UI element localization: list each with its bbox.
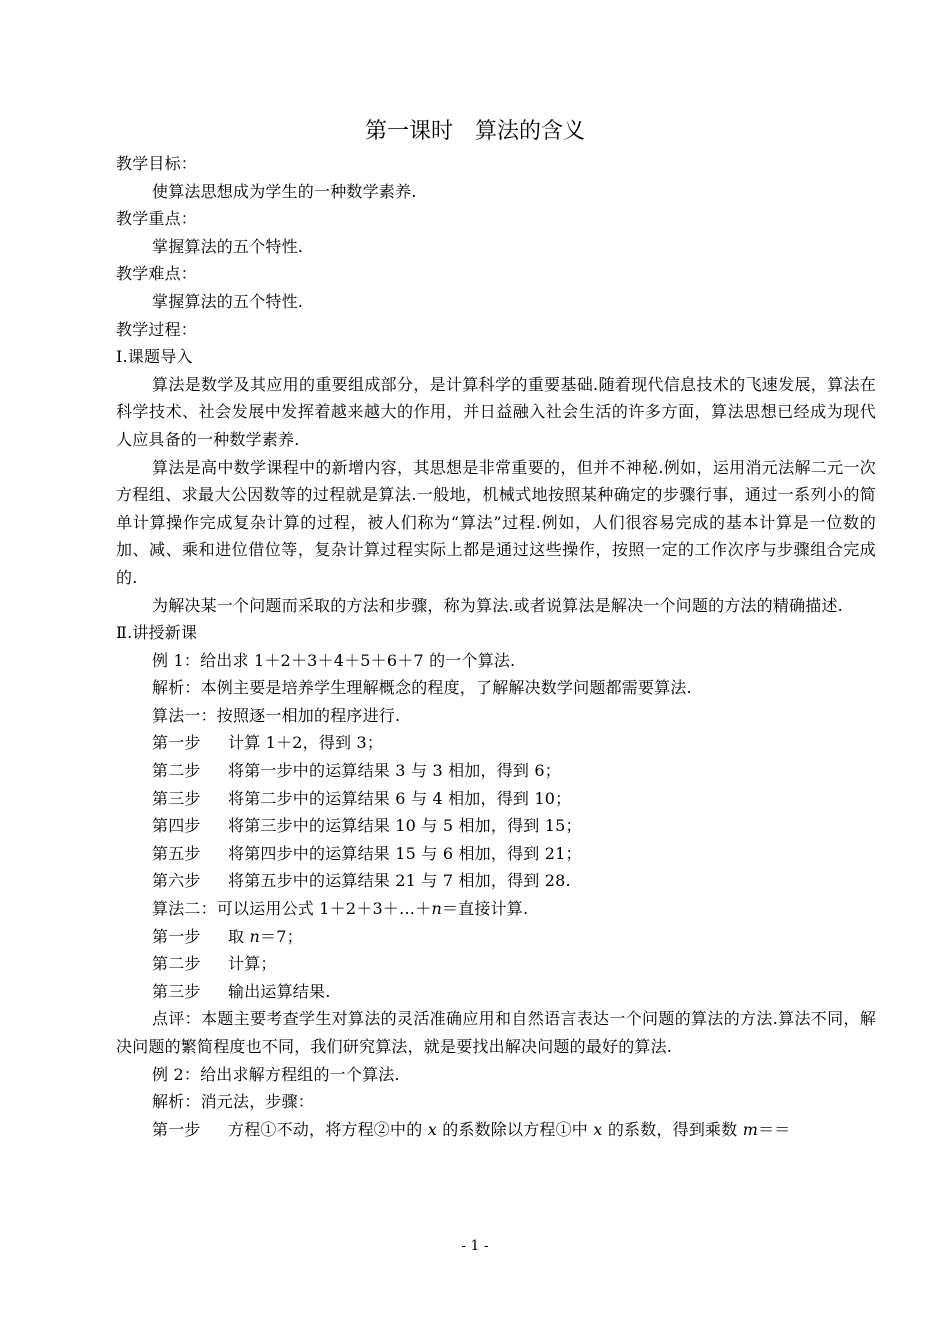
variable-n: n bbox=[249, 926, 261, 946]
step-label: 第一步 bbox=[152, 733, 201, 753]
step-label: 第六步 bbox=[152, 871, 201, 891]
objectives-heading: 教学目标： bbox=[116, 154, 198, 173]
step-text: 取 bbox=[228, 926, 250, 946]
step-label: 第三步 bbox=[152, 788, 201, 808]
method-2-text-end: ＝直接计算. bbox=[441, 899, 529, 919]
step-text: 输出运算结果. bbox=[228, 981, 331, 1001]
variable-n: n bbox=[431, 899, 442, 919]
step-label: 第二步 bbox=[152, 761, 201, 781]
example-1-analysis: 解析：本例主要是培养学生理解概念的程度，了解解决数学问题都需要算法. bbox=[152, 678, 692, 698]
intro-paragraph-2: 算法是高中数学课程中的新增内容，其思想是非常重要的，但并不神秘.例如，运用消元法解二元一次方程组、求最大公因数等的过程就是算法.一般地，机械式地按照某种确定的步骤行事，通过一系列小的简单计算操作完成复杂计算的过程，被人们称为“算法”过程.例如，人们很容易完成的基本计算是一位数的加、减、乘和进位借位等，复杂计算过程实际上都是通过这些操作，按照一定的工作次序与步骤组合完成的. bbox=[116, 457, 876, 587]
example-1-comment: 点评：本题主要考查学生对算法的灵活准确应用和自然语言表达一个问题的算法的方法.算法不同，解决问题的繁简程度也不同，我们研究算法，就是要找出解决问题的最好的算法. bbox=[116, 1009, 876, 1056]
document-body bbox=[116, 150, 876, 1143]
intro-paragraph-3: 为解决某一个问题而采取的方法和步骤，称为算法.或者说算法是解决一个问题的方法的精确描述. bbox=[152, 595, 843, 615]
method-1-heading: 算法一：按照逐一相加的程序进行. bbox=[152, 705, 401, 725]
step-text-end: ＝＝ bbox=[758, 1119, 791, 1139]
step-text: 将第三步中的运算结果 10 与 5 相加，得到 15； bbox=[228, 816, 582, 836]
step-label: 第一步 bbox=[152, 926, 201, 946]
page-number: - 1 - bbox=[461, 1238, 489, 1254]
step-text: 的系数除以方程①中 bbox=[436, 1119, 594, 1139]
section-2-heading: Ⅱ.讲授新课 bbox=[116, 623, 198, 643]
method-1-step bbox=[116, 757, 876, 785]
step-text: 将第四步中的运算结果 15 与 6 相加，得到 21； bbox=[228, 843, 582, 863]
step-text: 的系数，得到乘数 bbox=[602, 1119, 743, 1139]
difficulties-heading: 教学难点： bbox=[116, 264, 198, 284]
method-2-text: 算法二：可以运用公式 1＋2＋3＋…＋ bbox=[152, 899, 432, 919]
method-1-step bbox=[116, 840, 876, 868]
step-text: 计算； bbox=[228, 954, 277, 974]
method-2-step bbox=[116, 978, 876, 1006]
objectives-text: 使算法思想成为学生的一种数学素养. bbox=[152, 181, 417, 201]
key-points-text: 掌握算法的五个特性. bbox=[152, 236, 304, 256]
step-text: 方程①不动，将方程②中的 bbox=[228, 1119, 428, 1139]
example-2-question: 例 2：给出求解方程组的一个算法. bbox=[152, 1064, 400, 1084]
method-1-step bbox=[116, 729, 876, 757]
method-2-heading bbox=[116, 895, 876, 923]
step-text: 将第五步中的运算结果 21 与 7 相加，得到 28. bbox=[228, 871, 571, 891]
step-label: 第五步 bbox=[152, 843, 201, 863]
method-1-step bbox=[116, 867, 876, 895]
method-2-step bbox=[116, 923, 876, 951]
section-1-heading: Ⅰ.课题导入 bbox=[116, 347, 193, 367]
step-text: 将第一步中的运算结果 3 与 3 相加，得到 6； bbox=[228, 761, 561, 781]
key-points-heading: 教学重点： bbox=[116, 209, 198, 229]
difficulties-text: 掌握算法的五个特性. bbox=[152, 291, 304, 311]
example-1-question: 例 1：给出求 1＋2＋3＋4＋5＋6＋7 的一个算法. bbox=[152, 650, 516, 670]
example-2-analysis: 解析：消元法，步骤： bbox=[152, 1092, 315, 1112]
step-label: 第一步 bbox=[152, 1119, 201, 1139]
method-1-step bbox=[116, 812, 876, 840]
variable-x: x bbox=[427, 1119, 437, 1139]
page-title: 第一课时 算法的含义 bbox=[364, 119, 585, 144]
step-text: 计算 1＋2，得到 3； bbox=[228, 733, 384, 753]
step-label: 第四步 bbox=[152, 816, 201, 836]
method-2-step bbox=[116, 950, 876, 978]
intro-paragraph-1: 算法是数学及其应用的重要组成部分，是计算科学的重要基础.随着现代信息技术的飞速发展，算法在科学技术、社会发展中发挥着越来越大的作用，并日益融入社会生活的许多方面，算法思想已经成为现代人应具备的一种数学素养. bbox=[116, 374, 876, 449]
method-1-step bbox=[116, 785, 876, 813]
variable-x: x bbox=[593, 1119, 603, 1139]
step-label: 第二步 bbox=[152, 954, 201, 974]
step-text: 将第二步中的运算结果 6 与 4 相加，得到 10； bbox=[228, 788, 572, 808]
variable-m: m bbox=[742, 1119, 759, 1139]
example-2-step bbox=[116, 1116, 876, 1144]
step-label: 第三步 bbox=[152, 981, 201, 1001]
process-heading: 教学过程： bbox=[116, 319, 198, 339]
step-text-end: ＝7； bbox=[260, 926, 303, 946]
